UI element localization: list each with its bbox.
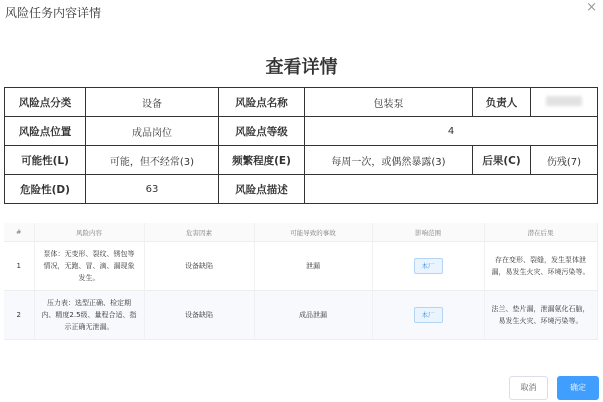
- level-value: 4: [305, 117, 598, 146]
- description-value: [305, 175, 598, 204]
- risk-content-cell: 泵体：无变形、裂纹、锈包等情况，无跑、冒、滴、漏现象发生。: [34, 242, 144, 291]
- row-index: 1: [4, 242, 34, 291]
- page-heading: 查看详情: [265, 57, 338, 78]
- likelihood-value: 可能，但不经常(3): [86, 146, 219, 175]
- frequency-label: 频繁程度(E): [219, 146, 305, 175]
- location-label: 风险点位置: [5, 117, 86, 146]
- owner-redacted: [546, 96, 582, 106]
- risk-content-table: [4, 223, 598, 340]
- name-label: 风险点名称: [219, 88, 305, 117]
- description-label: 风险点描述: [219, 175, 305, 204]
- frequency-value: 每周一次，或偶然暴露(3): [305, 146, 473, 175]
- column-header: 影响范围: [372, 223, 484, 242]
- scope-cell: [372, 242, 484, 291]
- outcome-cell: 存在变形、裂缝，发生泵体泄漏，易发生火灾、环境污染等。: [484, 242, 597, 291]
- accident-cell: 泄漏: [254, 242, 372, 291]
- hazard-cell: 设备缺陷: [144, 291, 254, 340]
- table-header-row: [4, 223, 597, 242]
- scope-cell: [372, 291, 484, 340]
- owner-label: 负责人: [473, 88, 531, 117]
- column-header: 风险内容: [34, 223, 144, 242]
- category-value: 设备: [86, 88, 219, 117]
- category-label: 风险点分类: [5, 88, 86, 117]
- consequence-label: 后果(C): [473, 146, 531, 175]
- confirm-button[interactable]: 确定: [557, 376, 599, 400]
- info-table: [4, 87, 598, 204]
- name-value: 包装泵: [305, 88, 473, 117]
- accident-cell: 成品泄漏: [254, 291, 372, 340]
- close-icon[interactable]: ×: [586, 0, 597, 15]
- danger-value: 63: [86, 175, 219, 204]
- hazard-cell: 设备缺陷: [144, 242, 254, 291]
- column-header: 危害因素: [144, 223, 254, 242]
- column-header: 潜在后果: [484, 223, 597, 242]
- outcome-cell: 法兰、垫片漏，泄漏氨化石脑，易发生火灾、环境污染等。: [484, 291, 597, 340]
- scope-tag: 本厂: [414, 258, 443, 274]
- scope-tag: 本厂: [414, 307, 443, 323]
- table-row[interactable]: [4, 291, 597, 340]
- cancel-button[interactable]: 取消: [509, 376, 548, 400]
- column-header: #: [4, 223, 34, 242]
- danger-label: 危险性(D): [5, 175, 86, 204]
- location-value: 成品岗位: [86, 117, 219, 146]
- dialog-title: 风险任务内容详情: [5, 6, 102, 20]
- owner-value: [531, 88, 598, 117]
- column-header: 可能导致的事故: [254, 223, 372, 242]
- likelihood-label: 可能性(L): [5, 146, 86, 175]
- consequence-value: 伤残(7): [531, 146, 598, 175]
- level-label: 风险点等级: [219, 117, 305, 146]
- table-row[interactable]: [4, 242, 597, 291]
- row-index: 2: [4, 291, 34, 340]
- risk-content-cell: 压力表：选型正确、检定期内、精度2.5级、量程合适、指示正确无泄漏。: [34, 291, 144, 340]
